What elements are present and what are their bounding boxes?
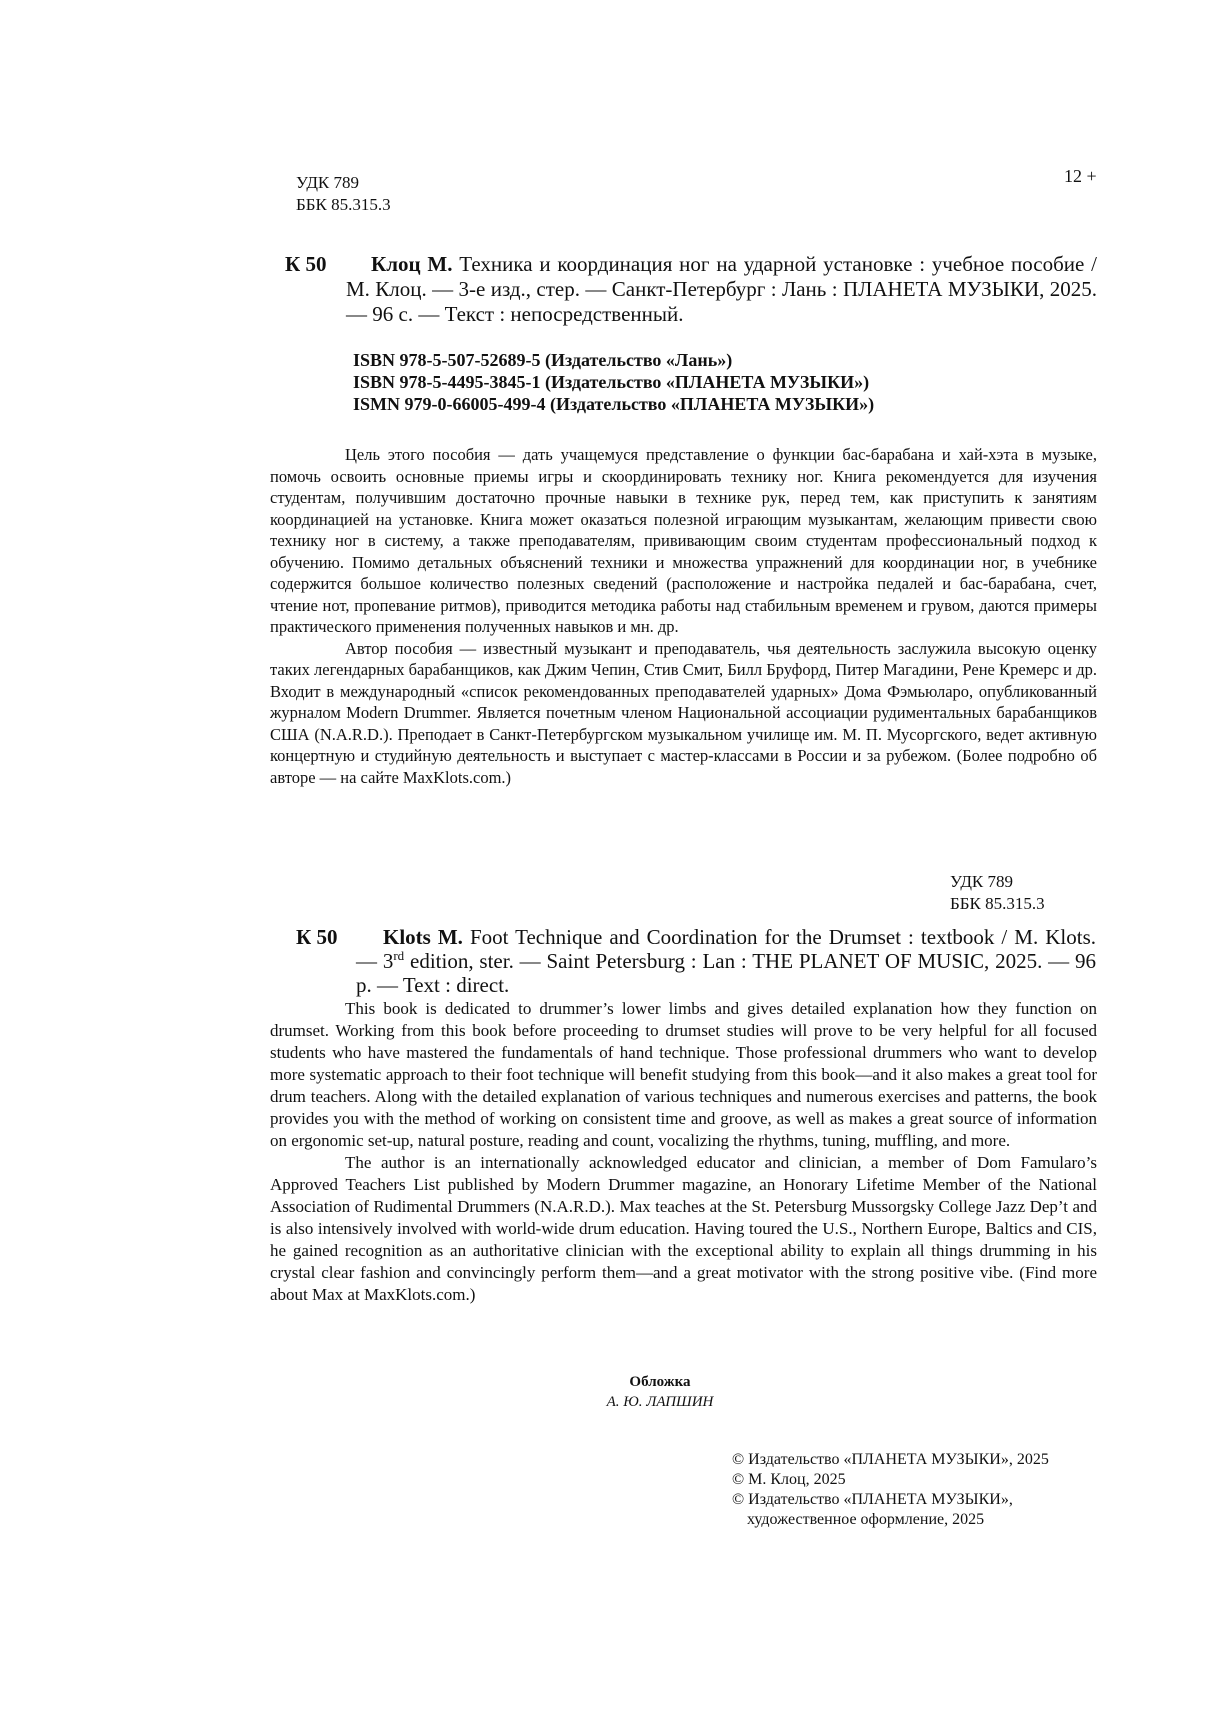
copyright-line: © Издательство «ПЛАНЕТА МУЗЫКИ», [732, 1491, 1013, 1508]
isbn-line: ISBN 978-5-4495-3845-1 (Издательство «ПЛАНЕТА МУЗЫКИ») [353, 372, 870, 392]
cover-label: Обложка [629, 1374, 691, 1390]
author-mark: К 50 [285, 252, 327, 276]
ismn-line: ISMN 979-0-66005-499-4 (Издательство «ПЛАНЕТА МУЗЫКИ») [353, 394, 875, 414]
entry-description-part1: Foot Technique and Coordination for the Drumset : textbook / M. Klots. — 3 [356, 925, 1096, 973]
entry-description-part2: edition, ster. — Saint Petersburg : Lan : THE PLANET OF MUSIC, 2025. — 96 p. — Text : direct. [356, 949, 1097, 997]
bibliographic-entry-ru [285, 252, 1097, 327]
age-rating: 12 + [1064, 166, 1097, 186]
udk-block-en [950, 871, 1045, 915]
entry-description: Техника и координация ног на ударной установке : учебное пособие / М. Клоц. — 3-е изд., стер. — Санкт-Петербург : Лань : ПЛАНЕТА МУЗЫКИ, 2025. — 96 с. — Текст : непосредственный. [346, 252, 1097, 326]
author-mark: К 50 [296, 925, 338, 949]
udk-code: УДК 789 [950, 872, 1014, 891]
entry-text-ru [346, 252, 1097, 327]
udk-block-ru [296, 172, 391, 216]
bbk-code: ББК 85.315.3 [296, 195, 391, 214]
copyright-line: художественное оформление, 2025 [747, 1511, 985, 1528]
udk-code: УДК 789 [296, 173, 360, 192]
cover-credit [560, 1372, 760, 1412]
entry-text-en [356, 925, 1096, 997]
abstract-paragraph: Автор пособия — известный музыкант и преподаватель, чья деятельность заслужила высокую оценку таких легендарных барабанщиков, как Джим Чепин, Стив Смит, Билл Бруфорд, Питер Магадини, Рене Кремерс и др. Входит в международный «список рекомендованных преподавателей ударных» Дома Фэмьюларо, опубликованный журналом Modern Drummer. Является почетным членом Национальной ассоциации рудиментальных барабанщиков США (N.A.R.D.). Преподает в Санкт-Петербургском музыкальном училище им. М. П. Мусоргского, ведет активную концертную и студийную деятельность и выступает с мастер-классами в России и за рубежом. (Более подробно об авторе — на сайте MaxKlots.com.) [270, 638, 1097, 787]
copyright-block [732, 1450, 1049, 1530]
abstract-paragraph: This book is dedicated to drummer’s lower limbs and gives detailed explanation how they function on drumset. Working from this book before proceeding to drumset studies will prove to be very helpful for all focused students who have mastered the fundamentals of hand technique. Those professional drummers who want to develop more systematic approach to their foot technique will benefit studying from this book—and it also makes a great tool for drum teachers. Along with the detailed explanation of various techniques and numerous exercises and patterns, the book provides you with the method of working on consistent time and groove, as well as makes a great source of information on ergonomic set-up, natural posture, reading and count, vocalizing the rhythms, tuning, muffling, and more. [270, 999, 1097, 1150]
cover-designer: А. Ю. ЛАПШИН [606, 1394, 714, 1410]
author-name: Klots M. [383, 925, 463, 949]
abstract-paragraph: Цель этого пособия — дать учащемуся представление о функции бас-барабана и хай-хэта в музыке, помочь освоить основные приемы игры и скоординировать технику ног. Книга рекомендуется для изучения студентам, получившим достаточно прочные навыки в технике рук, перед тем, как приступить к занятиям координацией на установке. Книга может оказаться полезной играющим музыкантам, желающим привести свою технику ног в систему, а также преподавателям, прививающим своим студентам профессиональный подход к обучению. Помимо детальных объяснений техники и множества упражнений для координации ног, в учебнике содержится большое количество полезных сведений (расположение и настройка педалей и бас-барабана, счет, чтение нот, пропевание ритмов), приводится методика работы над стабильным временем и грувом, даются примеры практического применения полученных навыков и мн. др. [270, 445, 1097, 636]
isbn-line: ISBN 978-5-507-52689-5 (Издательство «Лань») [353, 350, 733, 370]
bibliographic-entry-en [296, 925, 1096, 997]
edition-superscript: rd [393, 948, 405, 963]
bbk-code: ББК 85.315.3 [950, 894, 1045, 913]
isbn-block [353, 349, 874, 415]
copyright-line: © Издательство «ПЛАНЕТА МУЗЫКИ», 2025 [732, 1451, 1049, 1468]
abstract-en [270, 998, 1097, 1306]
abstract-ru [270, 444, 1097, 788]
abstract-paragraph: The author is an internationally acknowledged educator and clinician, a member of Dom Famularo’s Approved Teachers List published by Modern Drummer magazine, an Honorary Lifetime Member of the National Association of Rudimental Drummers (N.A.R.D.). Max teaches at the St. Petersburg Mussorgsky College Jazz Dep’t and is also intensively involved with world-wide drum education. Having toured the U.S., Northern Europe, Baltics and CIS, he gained recognition as an authoritative clinician with the exceptional ability to explain all things drumming in his crystal clear fashion and convincingly perform them—and a great motivator with the strong positive vibe. (Find more about Max at MaxKlots.com.) [270, 1153, 1097, 1304]
author-name: Клоц М. [371, 252, 453, 276]
copyright-line: © М. Клоц, 2025 [732, 1471, 846, 1488]
